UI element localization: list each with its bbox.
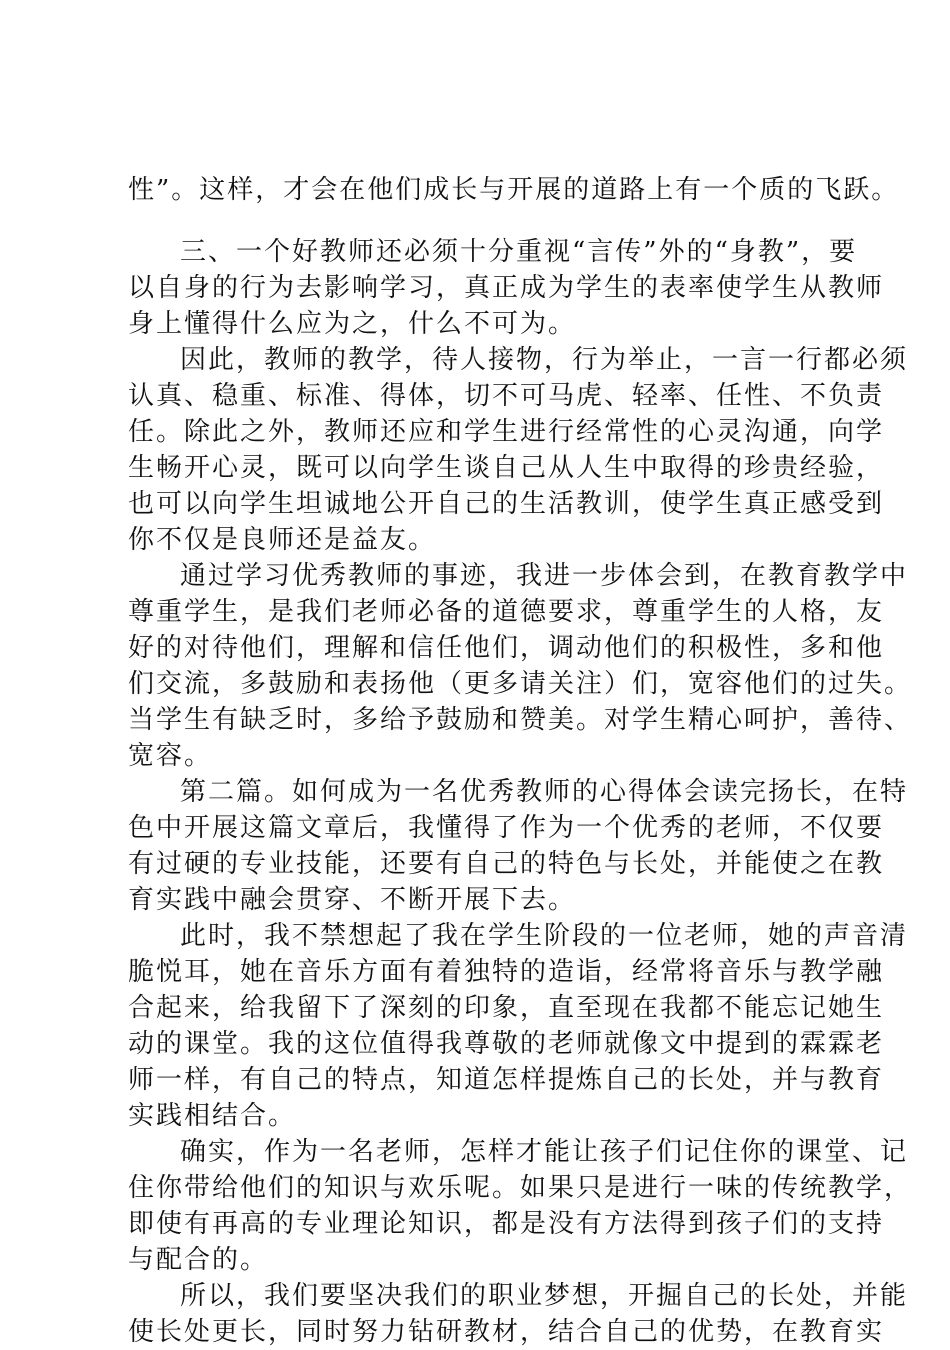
text-line: 生畅开心灵，既可以向学生谈自己从人生中取得的珍贵经验，: [128, 453, 885, 483]
paragraph-start-line: 所以，我们要坚决我们的职业梦想，开掘自己的长处，并能: [180, 1281, 909, 1311]
text-line: 好的对待他们，理解和信任他们，调动他们的积极性，多和他: [128, 633, 885, 663]
paragraph-start-line: 三、一个好教师还必须十分重视“言传”外的“身教”，要: [180, 237, 858, 267]
text-line: 你不仅是良师还是益友。: [128, 525, 437, 555]
document-body: [128, 234, 913, 1350]
text-line: 当学生有缺乏时，多给予鼓励和赞美。对学生精心呵护，善待、: [128, 705, 913, 735]
text-line: 宽容。: [128, 741, 213, 771]
text-line: 任。除此之外，教师还应和学生进行经常性的心灵沟通，向学: [128, 417, 885, 447]
paragraph-start-line: 第二篇。如何成为一名优秀教师的心得体会读完扬长，在特: [180, 777, 909, 807]
text-line: 师一样，有自己的特点，知道怎样提炼自己的长处，并与教育: [128, 1065, 885, 1095]
text-line: 性”。这样，才会在他们成长与开展的道路上有一个质的飞跃。: [128, 175, 900, 205]
text-line: 身上懂得什么应为之，什么不可为。: [128, 309, 577, 339]
text-line: 认真、稳重、标准、得体，切不可马虎、轻率、任性、不负责: [128, 381, 885, 411]
text-line: 以自身的行为去影响学习，真正成为学生的表率使学生从教师: [128, 273, 885, 303]
paragraph-start-line: 通过学习优秀教师的事迹，我进一步体会到，在教育教学中: [180, 561, 909, 591]
text-line: 使长处更长，同时努力钻研教材，结合自己的优势，在教育实: [128, 1317, 885, 1347]
text-line: 也可以向学生坦诚地公开自己的生活教训，使学生真正感受到: [128, 489, 885, 519]
paragraph-continuation: [128, 172, 900, 208]
text-line: 合起来，给我留下了深刻的印象，直至现在我都不能忘记她生: [128, 993, 885, 1023]
text-line: 育实践中融会贯穿、不断开展下去。: [128, 885, 577, 915]
text-line: 脆悦耳，她在音乐方面有着独特的造诣，经常将音乐与教学融: [128, 957, 885, 987]
paragraph-start-line: 因此，教师的教学，待人接物，行为举止，一言一行都必须: [180, 345, 909, 375]
text-line: 即使有再高的专业理论知识，都是没有方法得到孩子们的支持: [128, 1209, 885, 1239]
paragraph-start-line: 此时，我不禁想起了我在学生阶段的一位老师，她的声音清: [180, 921, 909, 951]
text-line: 住你带给他们的知识与欢乐呢。如果只是进行一味的传统教学，: [128, 1173, 913, 1203]
text-line: 实践相结合。: [128, 1101, 297, 1131]
text-line: 们交流，多鼓励和表扬他（更多请关注）们，宽容他们的过失。: [128, 669, 913, 699]
text-line: 色中开展这篇文章后，我懂得了作为一个优秀的老师，不仅要: [128, 813, 885, 843]
text-line: 与配合的。: [128, 1245, 269, 1275]
text-line: 动的课堂。我的这位值得我尊敬的老师就像文中提到的霖霖老: [128, 1029, 885, 1059]
text-line: 有过硬的专业技能，还要有自己的特色与长处，并能使之在教: [128, 849, 885, 879]
paragraph-start-line: 确实，作为一名老师，怎样才能让孩子们记住你的课堂、记: [180, 1137, 909, 1167]
text-line: 尊重学生，是我们老师必备的道德要求，尊重学生的人格，友: [128, 597, 885, 627]
